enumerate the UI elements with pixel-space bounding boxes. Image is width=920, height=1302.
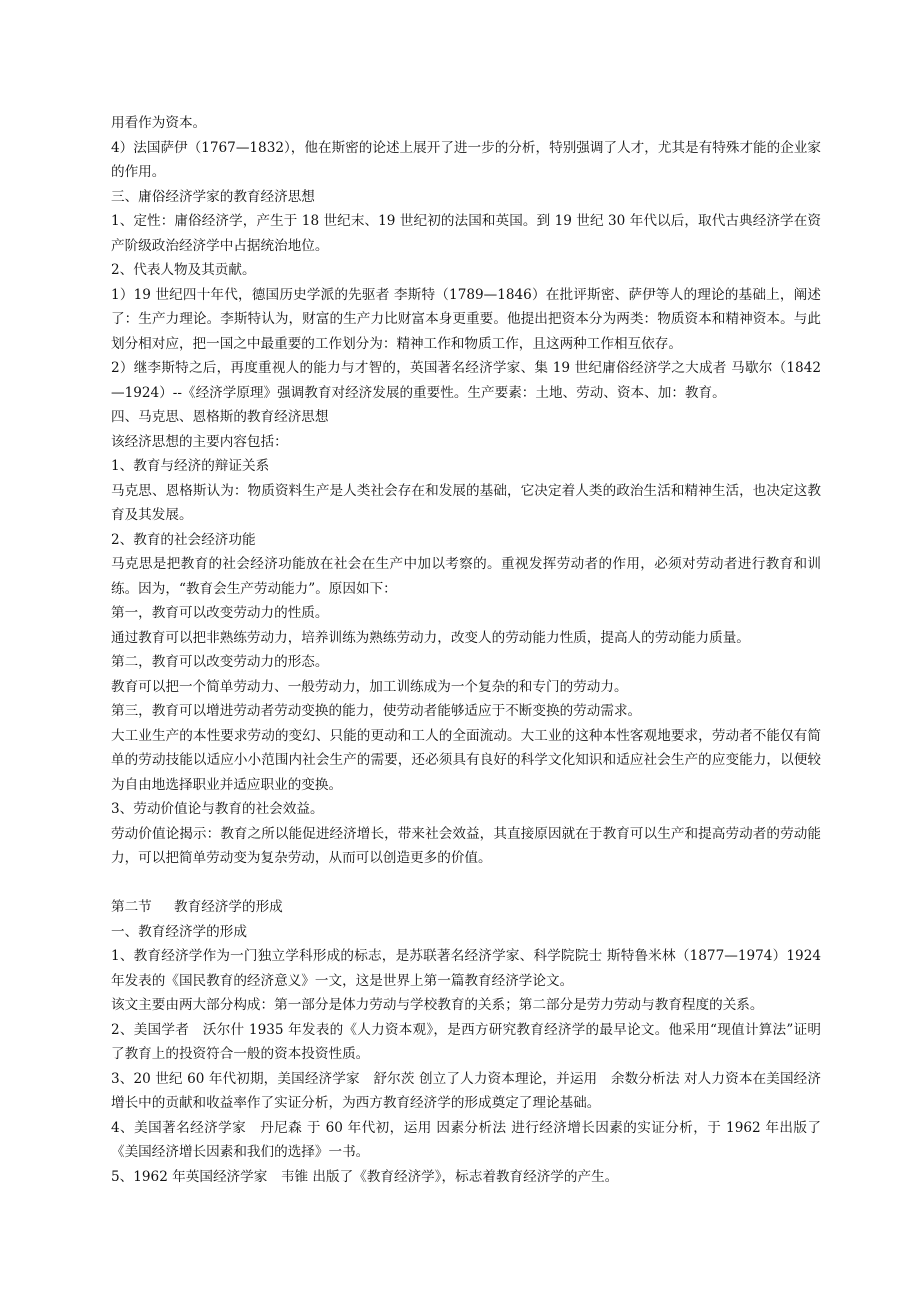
chapter-section-title: 第二节 教育经济学的形成	[111, 899, 283, 915]
paragraph: 第一，教育可以改变劳动力的性质。	[111, 605, 329, 621]
paragraph: 教育可以把一个简单劳动力、一般劳动力，加工训练成为一个复杂的和专门的劳动力。	[111, 678, 628, 695]
section-heading: 一、教育经济学的形成	[111, 923, 247, 940]
paragraph: 2）继李斯特之后，再度重视人的能力与才智的，英国著名经济学家、集 19 世纪庸俗经济学之大成者 马歇尔（1842—1924）--《经济学原理》强调教育对经济发展的重要性。生产要素：土地、劳动、资本、加：教育。	[111, 360, 821, 401]
paragraph: 用看作为资本。	[111, 115, 207, 131]
paragraph: 马克思是把教育的社会经济功能放在社会在生产中加以考察的。重视发挥劳动者的作用，必须对劳动者进行教育和训练。因为，“教育会生产劳动能力”。原因如下：	[111, 556, 821, 597]
paragraph: 大工业生产的本性要求劳动的变幻、只能的更动和工人的全面流动。大工业的这种本性客观地要求，劳动者不能仅有简单的劳动技能以适应小小范围内社会生产的需要，还必须具有良好的科学文化知识和适应社会生产的应变能力，以便较为自由地选择职业并适应职业的变换。	[111, 727, 821, 793]
paragraph: 1、定性：庸俗经济学，产生于 18 世纪末、19 世纪初的法国和英国。到 19 世纪 30 年代以后，取代古典经济学在资产阶级政治经济学中占据统治地位。	[111, 213, 821, 254]
paragraph: 3、劳动价值论与教育的社会效益。	[111, 801, 324, 817]
paragraph: 1）19 世纪四十年代，德国历史学派的先驱者 李斯特（1789—1846）在批评斯密、萨伊等人的理论的基础上，阐述了：生产力理论。李斯特认为，财富的生产力比财富本身更重要。他提出把资本分为两类：物质资本和精神资本。与此划分相对应，把一国之中最重要的工作划分为：精神工作和物质工作，且这两种工作相互依存。	[111, 286, 821, 352]
document-body	[111, 111, 821, 1189]
paragraph: 4、美国著名经济学家 丹尼森 于 60 年代初，运用 因素分析法 进行经济增长因素的实证分析，于 1962 年出版了《美国经济增长因素和我们的选择》一书。	[111, 1119, 821, 1160]
paragraph: 2、教育的社会经济功能	[111, 531, 256, 548]
paragraph: 1、教育与经济的辩证关系	[111, 458, 270, 474]
paragraph: 5、1962 年英国经济学家 韦锥 出版了《教育经济学》，标志着教育经济学的产生。	[111, 1168, 619, 1185]
paragraph: 第二，教育可以改变劳动力的形态。	[111, 654, 329, 670]
paragraph: 3、20 世纪 60 年代初期，美国经济学家 舒尔茨 创立了人力资本理论，并运用 余数分析法 对人力资本在美国经济增长中的贡献和收益率作了实证分析，为西方教育经济学的形成奠定了理论基础。	[111, 1070, 821, 1111]
paragraph: 2、美国学者 沃尔什 1935 年发表的《人力资本观》，是西方研究教育经济学的最早论文。他采用“现值计算法”证明了教育上的投资符合一般的资本投资性质。	[111, 1021, 821, 1062]
paragraph: 2、代表人物及其贡献。	[111, 262, 256, 278]
paragraph: 该经济思想的主要内容包括：	[111, 433, 288, 450]
section-heading: 四、马克思、恩格斯的教育经济思想	[111, 409, 329, 425]
blank-line	[111, 871, 821, 896]
paragraph: 劳动价值论揭示：教育之所以能促进经济增长，带来社会效益，其直接原因就在于教育可以生产和提高劳动者的劳动能力，可以把简单劳动变为复杂劳动，从而可以创造更多的价值。	[111, 825, 821, 866]
section-heading: 三、庸俗经济学家的教育经济思想	[111, 188, 315, 205]
paragraph: 第三，教育可以增进劳动者劳动变换的能力，使劳动者能够适应于不断变换的劳动需求。	[111, 703, 642, 719]
paragraph: 马克思、恩格斯认为：物质资料生产是人类社会存在和发展的基础，它决定着人类的政治生活和精神生活，也决定这教育及其发展。	[111, 482, 821, 523]
paragraph: 通过教育可以把非熟练劳动力，培养训练为熟练劳动力，改变人的劳动能力性质，提高人的劳动能力质量。	[111, 629, 750, 646]
paragraph: 该文主要由两大部分构成：第一部分是体力劳动与学校教育的关系；第二部分是劳力劳动与教育程度的关系。	[111, 997, 764, 1013]
paragraph: 4）法国萨伊（1767—1832），他在斯密的论述上展开了进一步的分析，特别强调了人才，尤其是有特殊才能的企业家的作用。	[111, 139, 821, 180]
paragraph: 1、教育经济学作为一门独立学科形成的标志，是苏联著名经济学家、科学院院士 斯特鲁米林（1877—1974）1924 年发表的《国民教育的经济意义》一文，这是世界上第一篇教育经济学论文。	[111, 948, 821, 989]
